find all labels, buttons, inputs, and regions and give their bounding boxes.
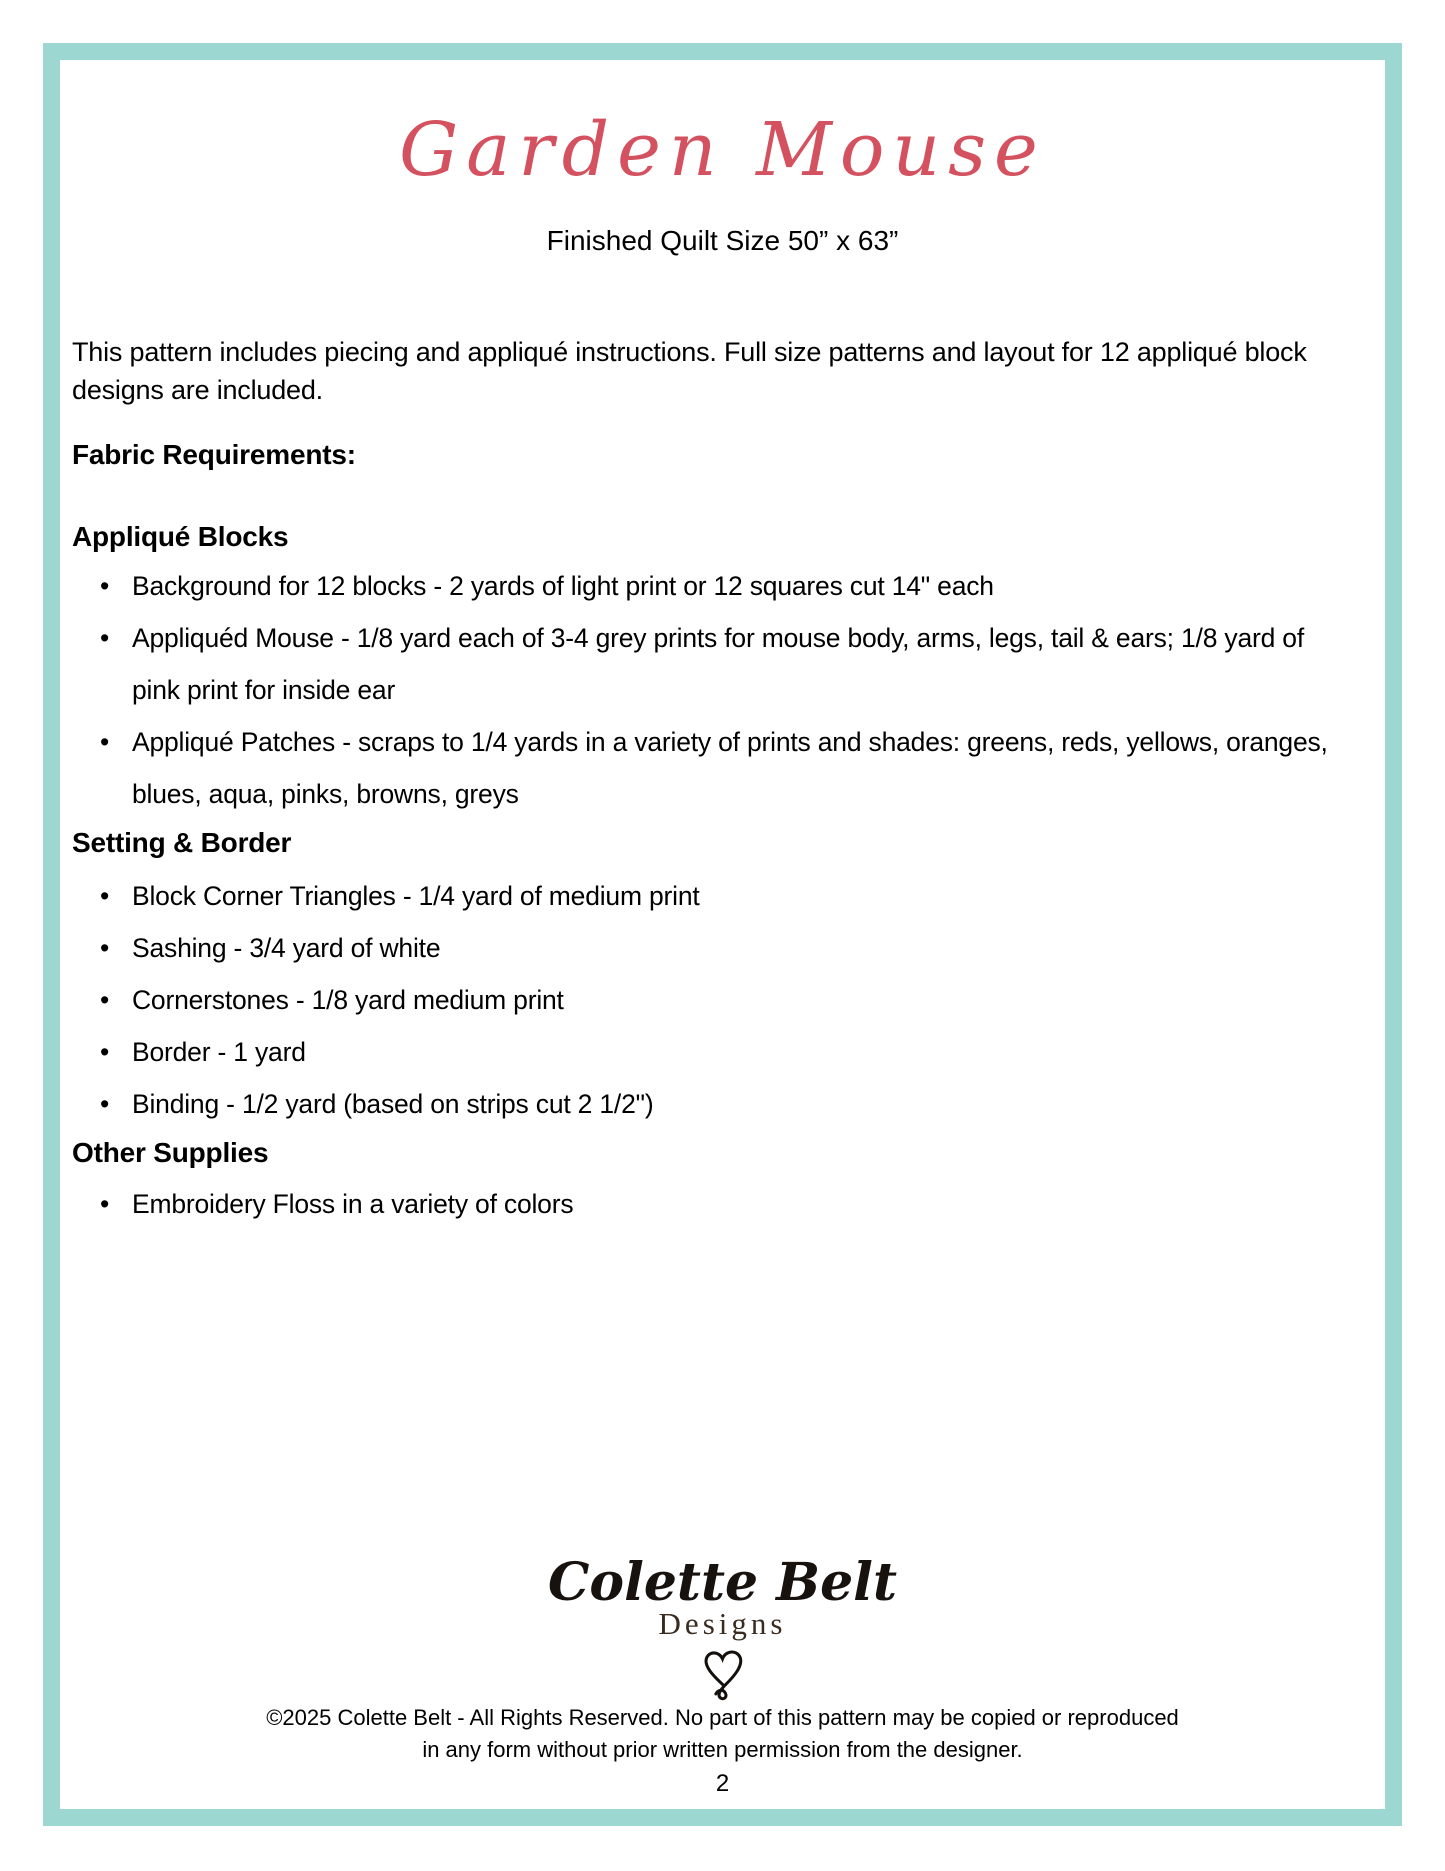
list-item-text: Block Corner Triangles - 1/4 yard of medium print [132,881,700,911]
bullet-icon: • [100,623,110,653]
section-heading-other-supplies: Other Supplies [72,1137,269,1168]
other-supplies-list [72,1178,1340,1230]
list-item-text: Appliqué Patches - scraps to 1/4 yards in a variety of prints and shades: greens, reds, yellows, oranges, blues, aqua, pinks, browns, greys [132,727,1328,809]
list-item [72,612,1340,716]
designer-logo-name: Colette Belt [548,1552,897,1613]
bullet-icon: • [100,1189,110,1219]
applique-blocks-list [72,560,1340,820]
copyright-text [0,1702,1445,1766]
heart-icon [0,1641,1445,1701]
bullet-icon: • [100,727,110,757]
page-title: Garden Mouse [399,107,1046,193]
list-item-text: Appliquéd Mouse - 1/8 yard each of 3-4 grey prints for mouse body, arms, legs, tail & ears; 1/8 yard of pink print for inside ear [132,623,1305,705]
list-item [72,922,1340,974]
list-item-text: Border - 1 yard [132,1037,306,1067]
page-number: 2 [715,1770,730,1797]
list-item-text: Sashing - 3/4 yard of white [132,933,441,963]
list-item [72,1178,1340,1230]
list-item-text: Embroidery Floss in a variety of colors [132,1189,574,1219]
setting-border-list [72,870,1340,1130]
section-heading-setting-border: Setting & Border [72,827,292,858]
designer-logo-designs: Designs [658,1606,787,1641]
list-item-text: Cornerstones - 1/8 yard medium print [132,985,564,1015]
bullet-icon: • [100,881,110,911]
fabric-requirements-heading: Fabric Requirements: [72,439,356,470]
intro-paragraph: This pattern includes piecing and appliqué instructions. Full size patterns and layout for 12 appliqué block designs are included. [72,337,1307,405]
list-item [72,870,1340,922]
list-item-text: Background for 12 blocks - 2 yards of light print or 12 squares cut 14" each [132,571,994,601]
bullet-icon: • [100,1089,110,1119]
bullet-icon: • [100,933,110,963]
list-item [72,716,1340,820]
bullet-icon: • [100,1037,110,1067]
bullet-icon: • [100,571,110,601]
list-item [72,974,1340,1026]
section-heading-applique-blocks: Appliqué Blocks [72,521,289,552]
list-item [72,560,1340,612]
copyright-line-2: in any form without prior written permission from the designer. [422,1737,1023,1762]
list-item [72,1078,1340,1130]
list-item-text: Binding - 1/2 yard (based on strips cut 2 1/2") [132,1089,654,1119]
quilt-size-subtitle: Finished Quilt Size 50” x 63” [546,225,899,256]
copyright-line-1: ©2025 Colette Belt - All Rights Reserved. No part of this pattern may be copied or reproduced [266,1705,1179,1730]
bullet-icon: • [100,985,110,1015]
list-item [72,1026,1340,1078]
